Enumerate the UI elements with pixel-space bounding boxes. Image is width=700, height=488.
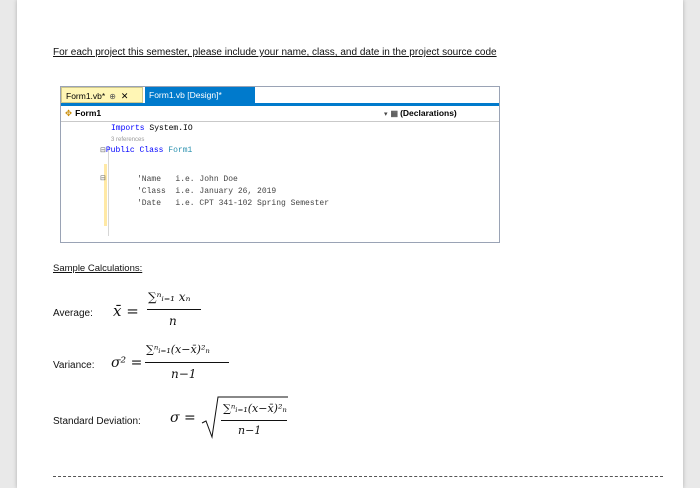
class-icon: ✥ xyxy=(65,108,73,118)
code-comment-name: 'Name i.e. John Doe xyxy=(137,175,238,184)
variance-label: Variance: xyxy=(53,360,95,371)
class-dropdown-label: Form1 xyxy=(75,108,102,118)
variance-numerator: ∑ⁿᵢ₌₁(x−x̄)²ₙ xyxy=(146,343,210,356)
pin-icon[interactable]: ⊕ xyxy=(109,92,116,101)
stddev-label: Standard Deviation: xyxy=(53,416,141,427)
code-line-imports: Imports System.IO xyxy=(111,124,193,133)
average-lhs: x̄ = xyxy=(113,302,139,320)
intro-text: For each project this semester, please include your name, class, and date in the project source code xyxy=(53,47,497,58)
code-comment-class: 'Class i.e. January 26, 2019 xyxy=(137,187,277,196)
average-numerator: ∑ⁿᵢ₌₁ xₙ xyxy=(148,290,191,304)
fraction-bar xyxy=(145,362,229,363)
collapse-icon[interactable]: ⊟ xyxy=(100,175,106,182)
dashed-divider xyxy=(53,476,663,477)
code-line-class: ⊟Public Class Form1 xyxy=(100,146,193,155)
fraction-bar xyxy=(221,420,287,421)
codelens-references[interactable]: 3 references xyxy=(111,137,145,143)
document-page xyxy=(17,0,683,488)
class-dropdown[interactable] xyxy=(65,106,101,121)
section-heading: Sample Calculations: xyxy=(53,263,143,274)
average-label: Average: xyxy=(53,308,93,319)
editor-tab-bar xyxy=(61,87,499,106)
collapse-icon[interactable]: ⊟ xyxy=(100,147,106,154)
code-editor-screenshot xyxy=(60,86,500,243)
code-area[interactable] xyxy=(61,122,499,242)
chevron-down-icon: ▾ xyxy=(384,111,388,118)
member-dropdown-label: (Declarations) xyxy=(400,108,457,118)
fraction-bar xyxy=(147,309,201,310)
declarations-icon: ▦ xyxy=(390,109,399,118)
tab-label: Form1.vb [Design]* xyxy=(149,90,222,100)
outline-guide xyxy=(108,146,109,236)
tab-form1-design[interactable] xyxy=(145,87,255,103)
variance-denominator: n−1 xyxy=(171,367,197,381)
stddev-denominator: n−1 xyxy=(238,424,262,437)
variance-lhs: σ² = xyxy=(111,355,143,371)
tab-label: Form1.vb* xyxy=(66,91,106,101)
tab-form1-vb[interactable] xyxy=(61,87,143,103)
stddev-numerator: ∑ⁿᵢ₌₁(x−x̄)²ₙ xyxy=(223,402,287,415)
close-icon[interactable]: ✕ xyxy=(120,91,129,101)
editor-navigation-bar xyxy=(61,106,499,122)
member-dropdown[interactable] xyxy=(384,106,457,122)
code-comment-date: 'Date i.e. CPT 341-102 Spring Semester xyxy=(137,199,330,208)
average-denominator: n xyxy=(169,314,177,328)
stddev-lhs: σ = xyxy=(170,410,196,426)
